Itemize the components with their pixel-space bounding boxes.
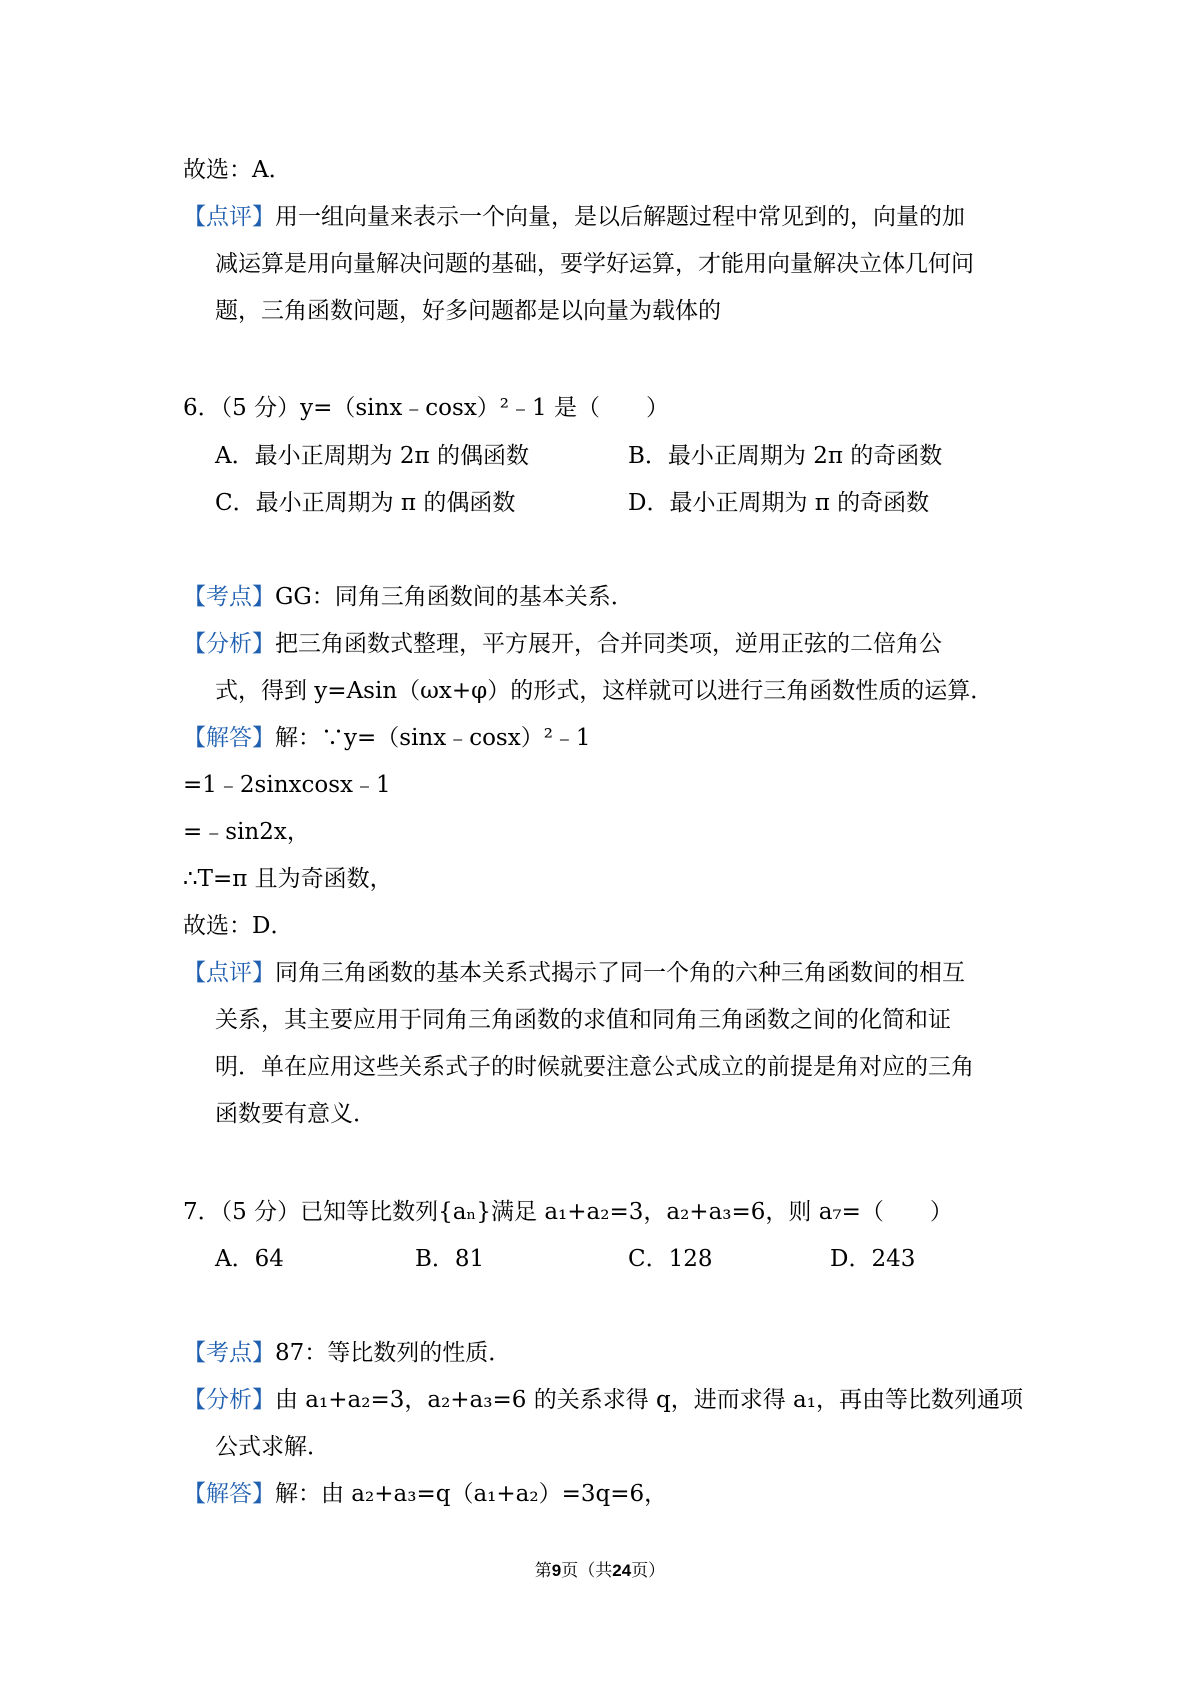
review-text: 用一组向量来表示一个向量，是以后解题过程中常见到的，向量的加 <box>275 204 965 230</box>
review-text: 同角三角函数的基本关系式揭示了同一个角的六种三角函数间的相互 <box>275 960 965 986</box>
question-6-stem: 6．（5 分）y=（sinx﹣cosx）²﹣1 是（ ） <box>183 395 669 421</box>
review-line: 函数要有意义． <box>215 1101 376 1127</box>
review-tag: 【点评】 <box>183 204 275 230</box>
footer-mid: 页（共 <box>561 1561 613 1581</box>
review-line <box>183 958 965 988</box>
solution-step: =﹣sin2x， <box>183 819 310 845</box>
q7-option-d: D．243 <box>830 1246 916 1272</box>
fenxi-text: 把三角函数式整理，平方展开，合并同类项，逆用正弦的二倍角公 <box>275 631 942 657</box>
solution-step: =1﹣2sinxcosx﹣1 <box>183 772 391 798</box>
review-line: 明．单在应用这些关系式子的时候就要注意公式成立的前提是角对应的三角 <box>215 1054 974 1080</box>
answer-choice: 故选：A． <box>183 157 292 183</box>
fenxi-tag: 【分析】 <box>183 1387 275 1413</box>
kaodian-line <box>183 1338 511 1368</box>
kaodian-text: 87：等比数列的性质． <box>275 1340 512 1366</box>
review-line <box>183 202 965 232</box>
q6-option-c: C．最小正周期为 π 的偶函数 <box>215 490 516 516</box>
q6-option-d: D．最小正周期为 π 的奇函数 <box>628 490 930 516</box>
footer-suffix: 页） <box>631 1561 666 1581</box>
q6-option-b: B．最小正周期为 2π 的奇函数 <box>628 443 943 469</box>
kaodian-line <box>183 582 634 612</box>
jieda-line <box>183 1479 667 1509</box>
fenxi-text: 由 a₁+a₂=3，a₂+a₃=6 的关系求得 q，进而求得 a₁，再由等比数列通项 <box>275 1387 1023 1413</box>
review-line: 题，三角函数问题，好多问题都是以向量为载体的 <box>215 298 721 324</box>
review-tag: 【点评】 <box>183 960 275 986</box>
footer-total-pages: 24 <box>612 1561 632 1580</box>
footer-prefix: 第 <box>534 1561 552 1581</box>
jieda-line <box>183 723 591 753</box>
kaodian-tag: 【考点】 <box>183 1340 275 1366</box>
fenxi-line <box>183 629 942 659</box>
fenxi-line: 式，得到 y=Asin（ωx+φ）的形式，这样就可以进行三角函数性质的运算． <box>215 678 994 704</box>
solution-step: ∴T=π 且为奇函数， <box>183 866 393 892</box>
page-footer <box>0 1556 1200 1581</box>
review-line: 关系，其主要应用于同角三角函数的求值和同角三角函数之间的化简和证 <box>215 1007 951 1033</box>
q7-option-c: C．128 <box>628 1246 713 1272</box>
kaodian-tag: 【考点】 <box>183 584 275 610</box>
question-7-stem: 7．（5 分）已知等比数列{aₙ}满足 a₁+a₂=3，a₂+a₃=6，则 a₇=（ ） <box>183 1199 953 1225</box>
fenxi-tag: 【分析】 <box>183 631 275 657</box>
jieda-text: 解：由 a₂+a₃=q（a₁+a₂）=3q=6， <box>275 1481 668 1507</box>
answer-choice: 故选：D． <box>183 913 294 939</box>
footer-page-number: 9 <box>551 1561 562 1580</box>
kaodian-text: GG：同角三角函数间的基本关系． <box>275 584 634 610</box>
fenxi-line <box>183 1385 1023 1415</box>
q7-option-a: A．64 <box>215 1246 284 1272</box>
jieda-tag: 【解答】 <box>183 1481 275 1507</box>
fenxi-line: 公式求解． <box>215 1434 330 1460</box>
q6-option-a: A．最小正周期为 2π 的偶函数 <box>215 443 529 469</box>
review-line: 减运算是用向量解决问题的基础，要学好运算，才能用向量解决立体几何问 <box>215 251 974 277</box>
jieda-tag: 【解答】 <box>183 725 275 751</box>
q7-option-b: B．81 <box>415 1246 485 1272</box>
jieda-text: 解：∵y=（sinx﹣cosx）²﹣1 <box>275 725 591 751</box>
